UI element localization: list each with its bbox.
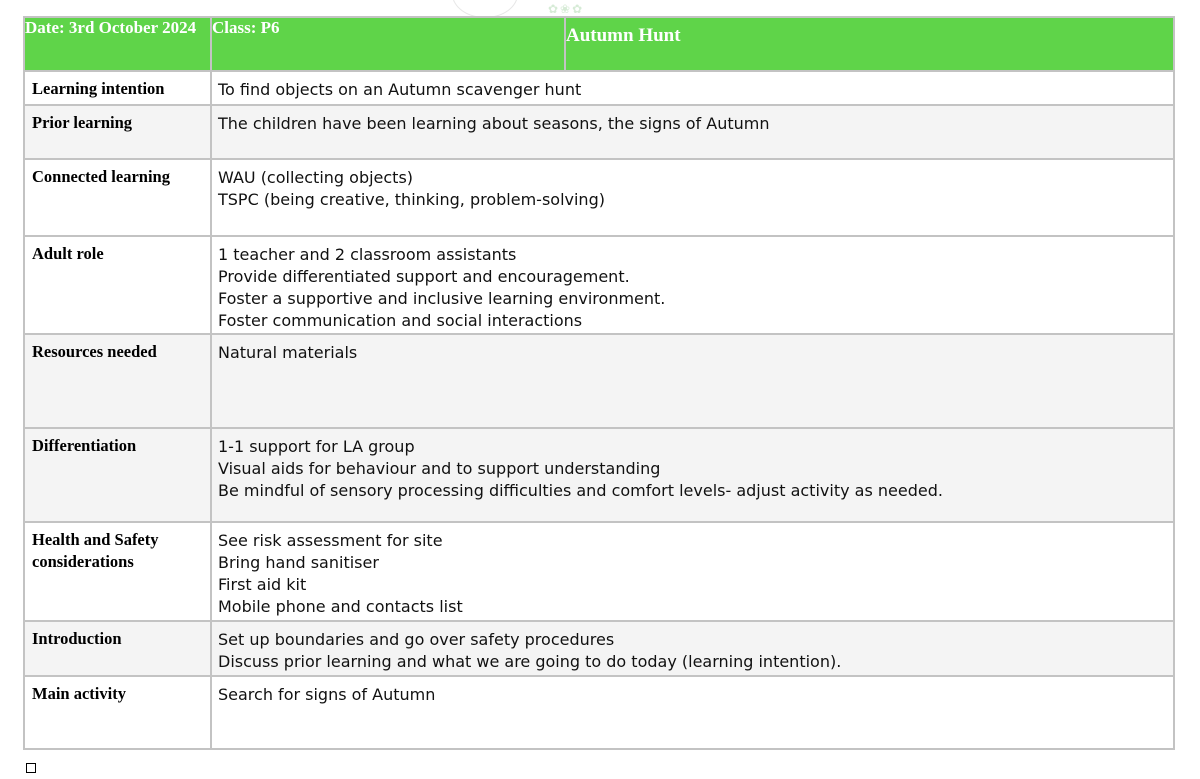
value-line: Natural materials — [218, 343, 358, 362]
value-line: Provide differentiated support and encouragement. — [218, 267, 630, 286]
value-line: 1 teacher and 2 classroom assistants — [218, 245, 517, 264]
table-row — [24, 334, 1174, 428]
value-line: See risk assessment for site — [218, 531, 443, 550]
header-row — [24, 17, 1174, 71]
value-line: Search for signs of Autumn — [218, 685, 436, 704]
row-value — [211, 522, 1174, 621]
value-line: Foster communication and social interactions — [218, 311, 583, 330]
paragraph-end-mark — [26, 763, 36, 773]
row-label: Connected learning — [24, 159, 211, 236]
value-line: Visual aids for behaviour and to support understanding — [218, 459, 661, 478]
row-label: Resources needed — [24, 334, 211, 428]
table-row — [24, 71, 1174, 105]
value-line: The children have been learning about seasons, the signs of Autumn — [218, 114, 770, 133]
value-line: Be mindful of sensory processing difficulties and comfort levels- adjust activity as needed. — [218, 481, 943, 500]
row-value — [211, 334, 1174, 428]
row-value — [211, 428, 1174, 522]
topic-title: Autumn Hunt — [565, 17, 1174, 71]
table-row — [24, 159, 1174, 236]
value-line: 1-1 support for LA group — [218, 437, 415, 456]
lesson-plan-table — [23, 16, 1175, 750]
table-row — [24, 522, 1174, 621]
row-value — [211, 159, 1174, 236]
leaf-decoration-icon: ✿❀✿ — [548, 2, 585, 16]
table-row — [24, 428, 1174, 522]
value-line: Set up boundaries and go over safety procedures — [218, 630, 615, 649]
value-line: Foster a supportive and inclusive learning environment. — [218, 289, 666, 308]
row-value — [211, 71, 1174, 105]
date-cell: Date: 3rd October 2024 — [24, 17, 211, 71]
row-value — [211, 676, 1174, 749]
value-line: Bring hand sanitiser — [218, 553, 379, 572]
value-line: Mobile phone and contacts list — [218, 597, 463, 616]
row-value — [211, 105, 1174, 159]
value-line: WAU (collecting objects) — [218, 168, 414, 187]
table-row — [24, 621, 1174, 676]
value-line: First aid kit — [218, 575, 307, 594]
row-label: Prior learning — [24, 105, 211, 159]
table-row — [24, 676, 1174, 749]
row-label: Learning intention — [24, 71, 211, 105]
row-label: Main activity — [24, 676, 211, 749]
table-row — [24, 236, 1174, 334]
row-value — [211, 621, 1174, 676]
row-label: Adult role — [24, 236, 211, 334]
value-line: To find objects on an Autumn scavenger hunt — [218, 80, 582, 99]
row-label: Health and Safety considerations — [24, 522, 211, 621]
value-line: Discuss prior learning and what we are going to do today (learning intention). — [218, 652, 842, 671]
class-cell: Class: P6 — [211, 17, 565, 71]
row-value — [211, 236, 1174, 334]
value-line: TSPC (being creative, thinking, problem-solving) — [218, 190, 605, 209]
row-label: Introduction — [24, 621, 211, 676]
row-label: Differentiation — [24, 428, 211, 522]
table-row — [24, 105, 1174, 159]
